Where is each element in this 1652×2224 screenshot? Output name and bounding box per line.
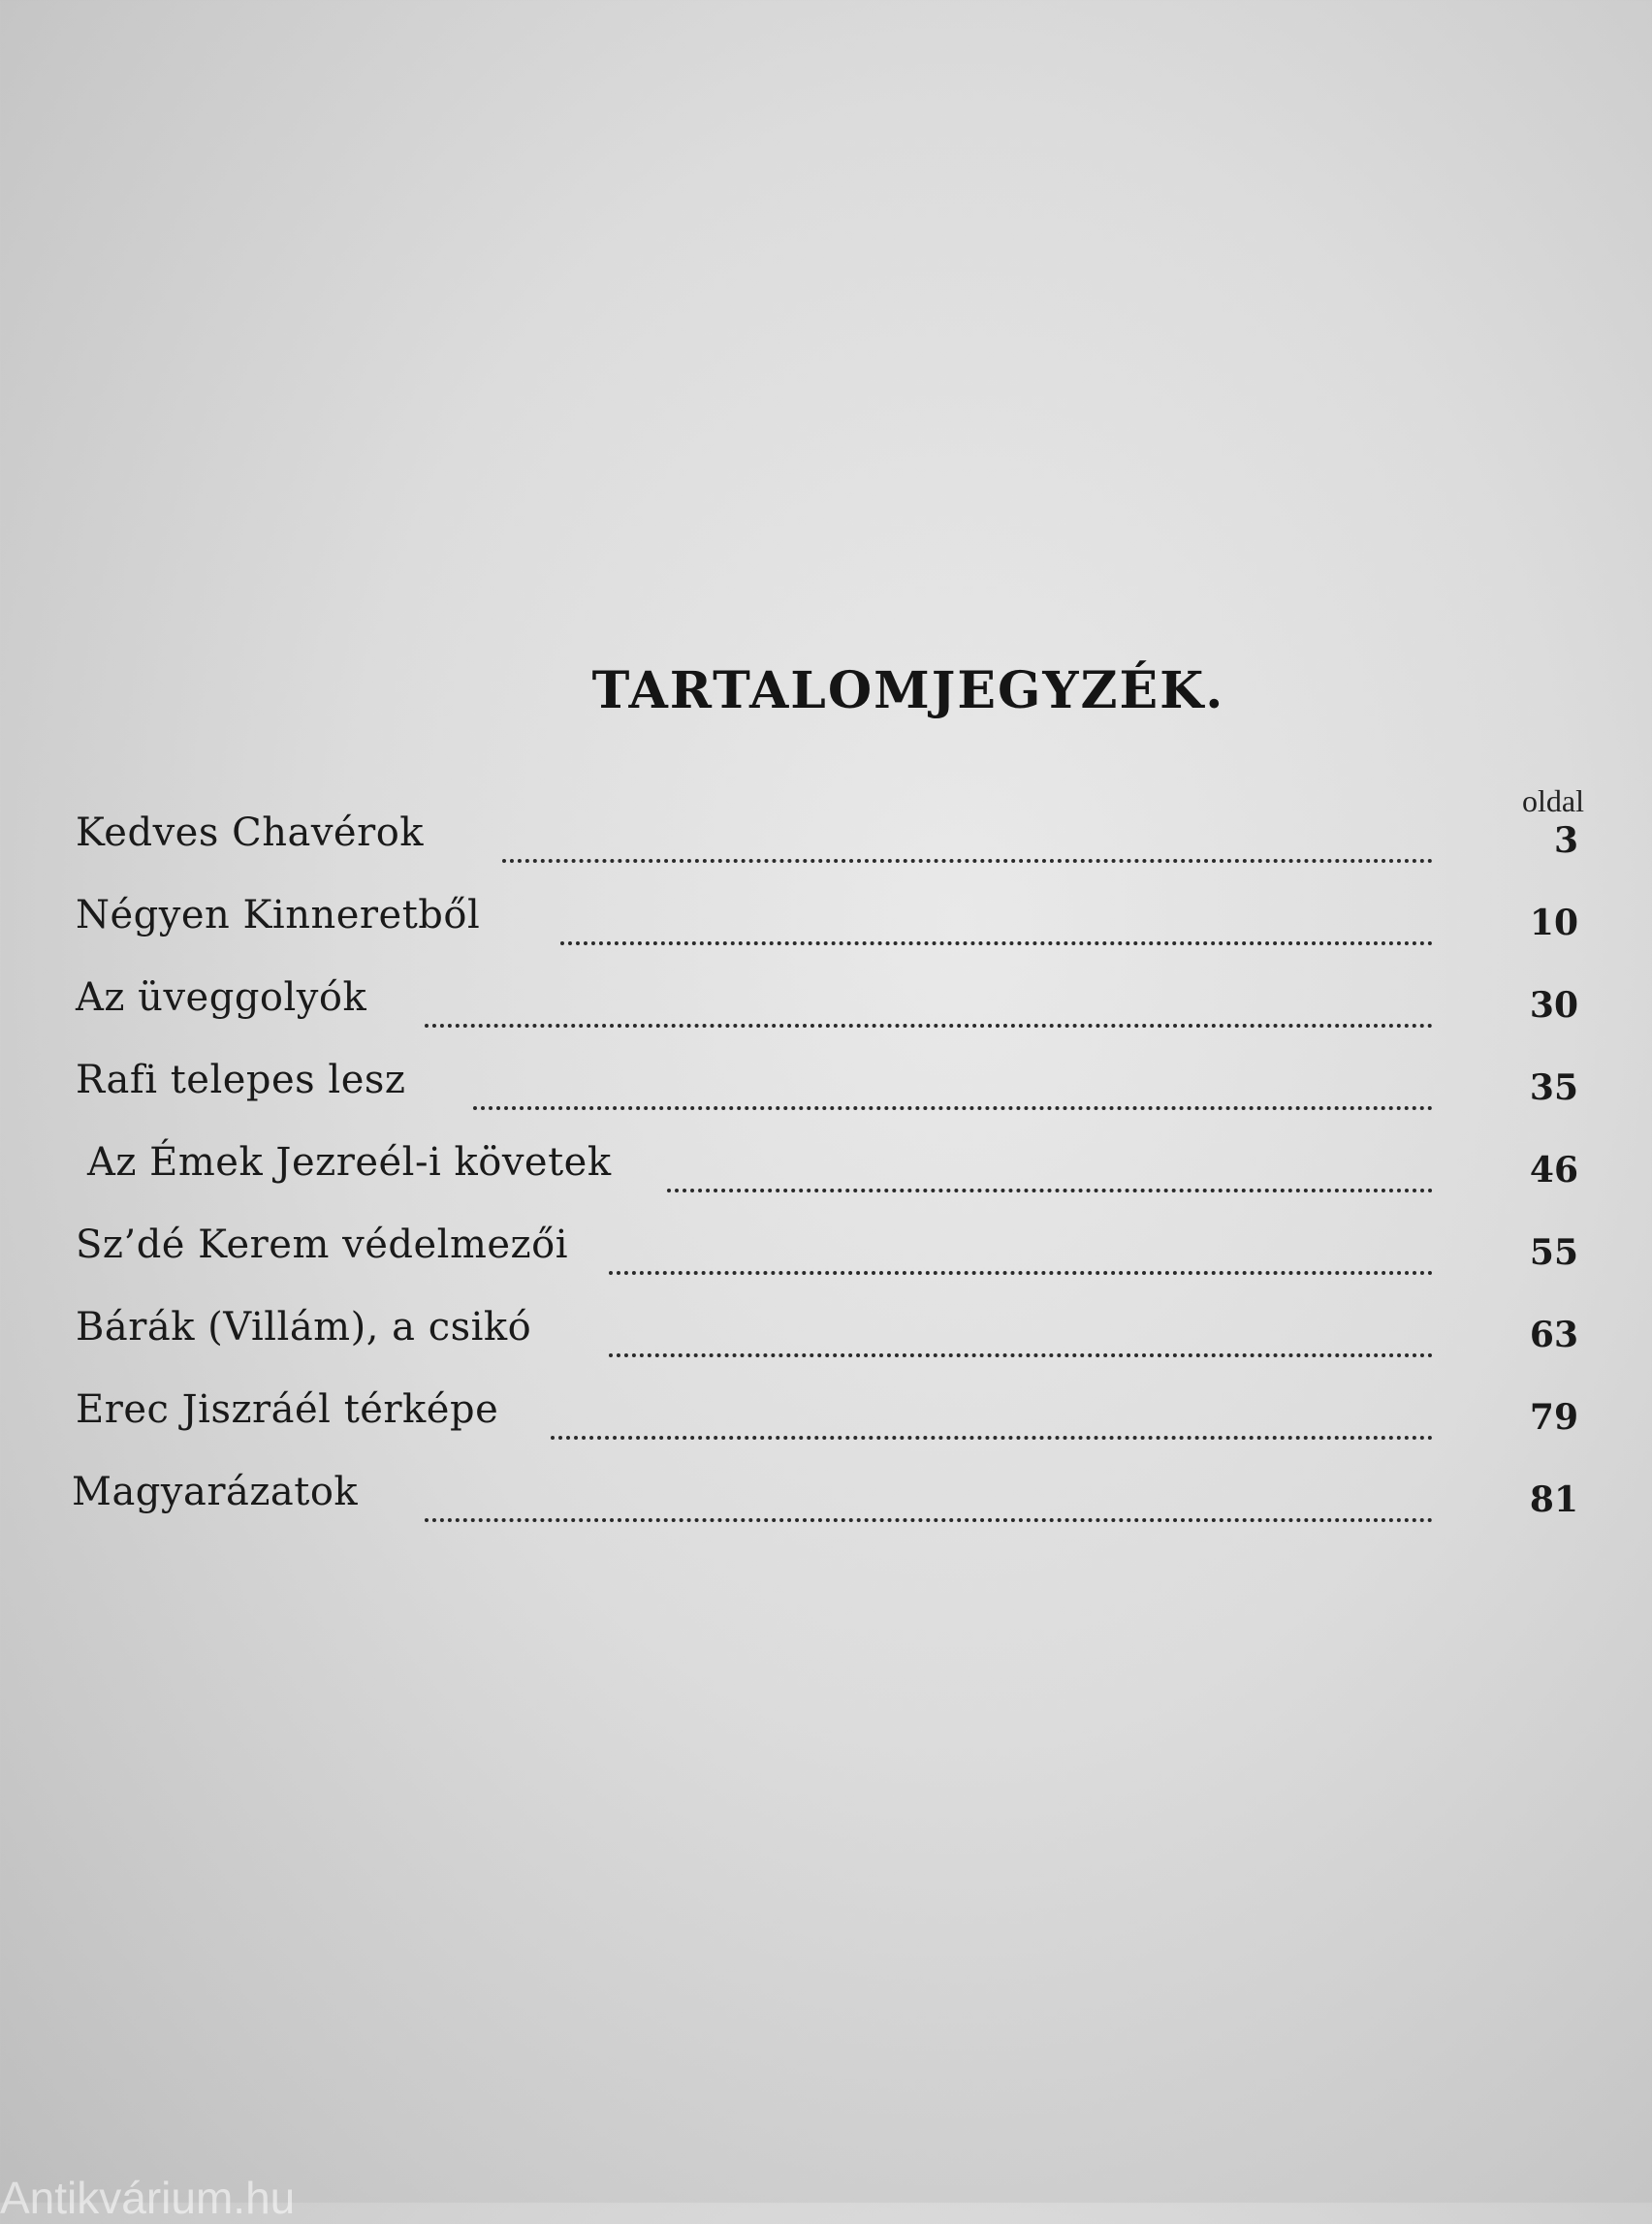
toc-entry: [76, 1387, 1588, 1470]
toc-entry-title: Négyen Kinneretből: [76, 893, 481, 937]
toc-entry-title: Sz’dé Kerem védelmezői: [76, 1223, 568, 1267]
toc-entry-title: Az Émek Jezreél-i követek: [87, 1140, 612, 1185]
dot-leader: [502, 820, 1433, 863]
toc-entry: [72, 1470, 1588, 1552]
dot-leader: [473, 1067, 1433, 1110]
toc-entry-page: 46: [1529, 1150, 1578, 1191]
toc-entry-title: Erec Jiszráél térképe: [76, 1387, 499, 1432]
toc-entry-title: Az üveggolyók: [76, 975, 367, 1020]
toc-entry-page: 35: [1529, 1067, 1578, 1108]
toc-entry: [76, 975, 1588, 1058]
toc-entry-page: 63: [1529, 1315, 1578, 1355]
watermark: Antikvárium.hu: [0, 2173, 296, 2223]
toc-entry-page: 30: [1529, 985, 1578, 1026]
dot-leader: [551, 1397, 1433, 1440]
toc-entry-page: 3: [1553, 820, 1578, 861]
dot-leader: [609, 1315, 1433, 1357]
toc-entry-title: Rafi telepes lesz: [76, 1058, 406, 1102]
toc-entry-title: Magyarázatok: [72, 1470, 359, 1514]
toc-entry: [76, 1223, 1588, 1305]
toc-entry: [76, 893, 1588, 975]
toc-entry-title: Bárák (Villám), a csikó: [76, 1305, 532, 1350]
toc-entry: [76, 810, 1588, 893]
page-column-header: oldal: [1522, 783, 1584, 818]
dot-leader: [667, 1150, 1433, 1192]
toc-entry-page: 10: [1529, 903, 1578, 943]
dot-leader: [425, 985, 1433, 1028]
page-title: TARTALOMJEGYZÉK.: [591, 661, 1225, 720]
toc-entry-title: Kedves Chavérok: [76, 810, 425, 855]
toc-entry-page: 81: [1529, 1479, 1578, 1520]
toc-entry-page: 79: [1529, 1397, 1578, 1438]
toc-entry: [76, 1140, 1588, 1223]
dot-leader: [425, 1479, 1433, 1522]
dot-leader: [560, 903, 1433, 945]
toc-entry: [76, 1305, 1588, 1387]
toc-entry-page: 55: [1529, 1232, 1578, 1273]
toc-list: [72, 810, 1588, 1552]
toc-entry: [76, 1058, 1588, 1140]
dot-leader: [609, 1232, 1433, 1275]
